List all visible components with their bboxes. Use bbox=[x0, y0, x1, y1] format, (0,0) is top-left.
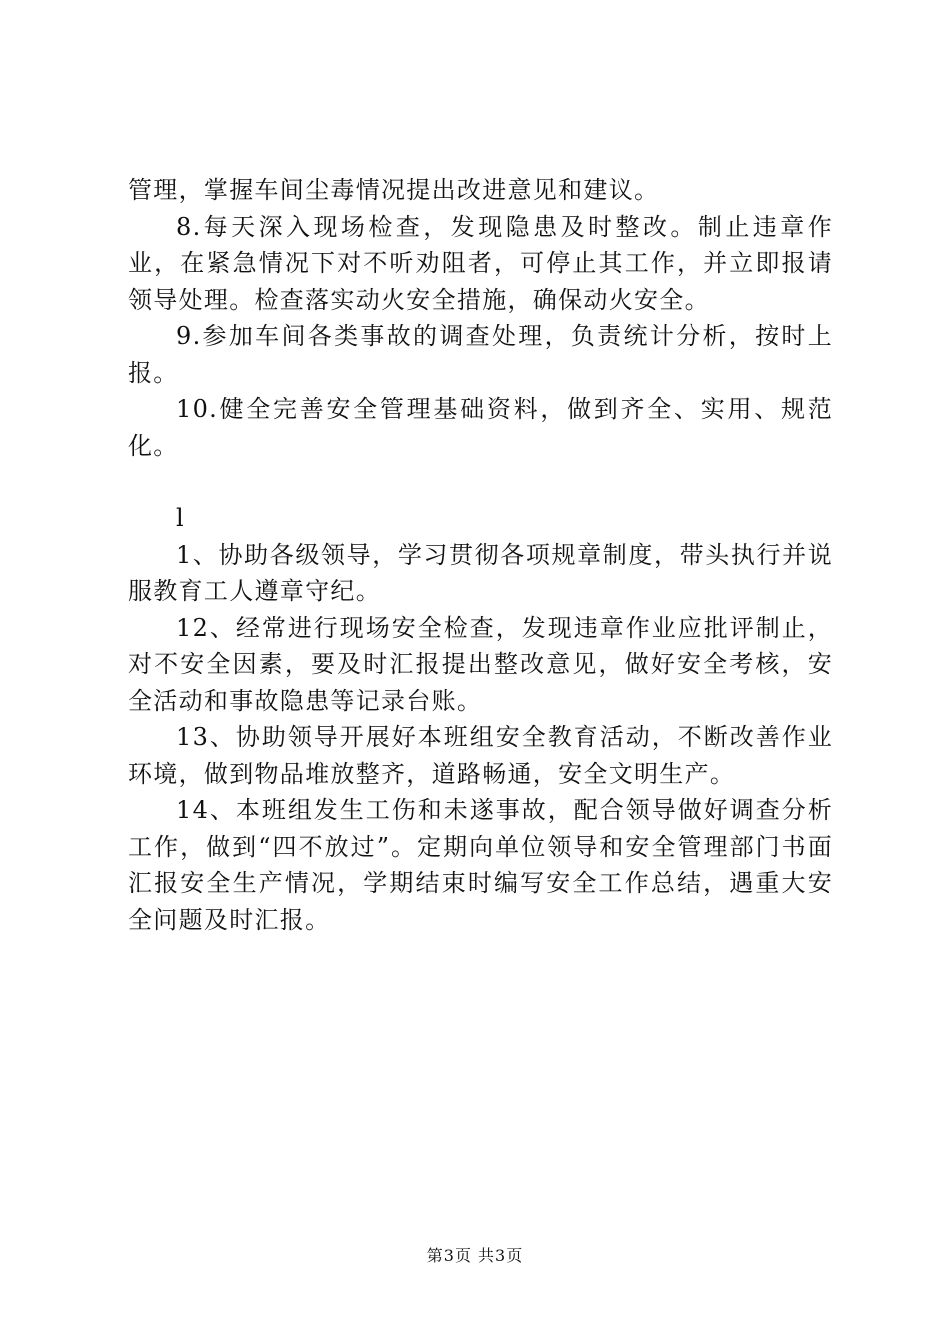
paragraph-item-1: 1、协助各级领导，学习贯彻各项规章制度，带头执行并说服教育工人遵章守纪。 bbox=[128, 540, 833, 605]
paragraph-item-12: 12、经常进行现场安全检查，发现违章作业应批评制止，对不安全因素，要及时汇报提出整改意见，做好安全考核，安全活动和事故隐患等记录台账。 bbox=[128, 613, 833, 715]
paragraph-spacer bbox=[128, 464, 833, 500]
paragraph-item-8: 8.每天深入现场检查，发现隐患及时整改。制止违章作业，在紧急情况下对不听劝阻者，可停止其工作，并立即报请领导处理。检查落实动火安全措施，确保动火安全。 bbox=[128, 212, 833, 314]
paragraph-item-14: 14、本班组发生工伤和未遂事故，配合领导做好调查分析工作，做到“四不放过”。定期向单位领导和安全管理部门书面汇报安全生产情况，学期结束时编写安全工作总结，遇重大安全问题及时汇报。 bbox=[128, 796, 833, 934]
page-footer: 第3页 共3页 bbox=[426, 1246, 524, 1265]
paragraph-continued: 管理，掌握车间尘毒情况提出改进意见和建议。 bbox=[128, 176, 660, 204]
document-body bbox=[128, 172, 833, 938]
paragraph-item-13: 13、协助领导开展好本班组安全教育活动，不断改善作业环境，做到物品堆放整齐，道路畅通，安全文明生产。 bbox=[128, 723, 833, 788]
paragraph-fragment: l bbox=[176, 504, 185, 532]
paragraph-item-10: 10.健全完善安全管理基础资料，做到齐全、实用、规范化。 bbox=[128, 395, 833, 460]
paragraph-item-9: 9.参加车间各类事故的调查处理，负责统计分析，按时上报。 bbox=[128, 322, 833, 387]
